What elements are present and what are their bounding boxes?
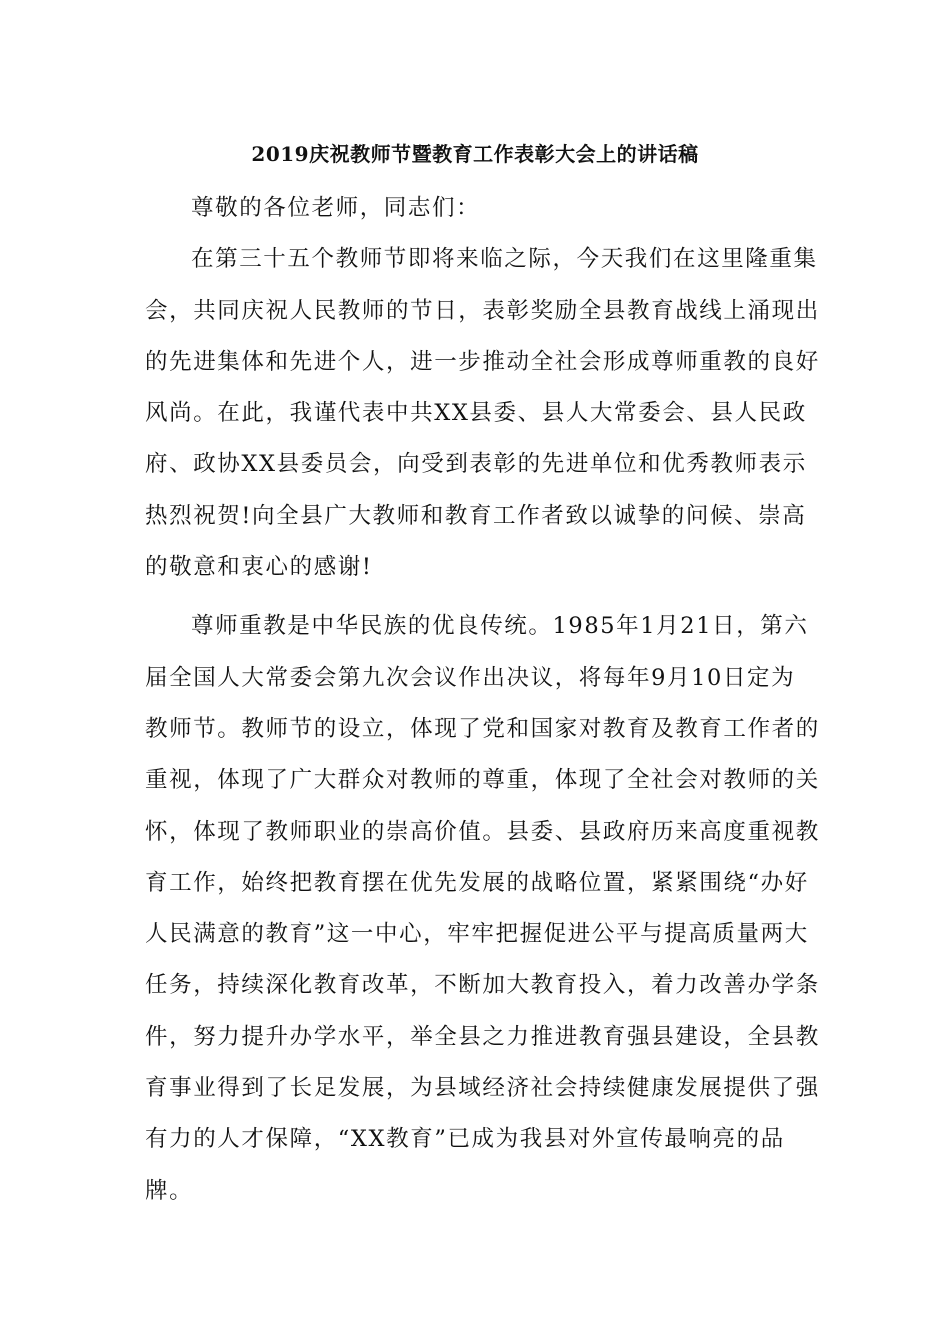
paragraph-line: 牌。: [145, 1177, 194, 1204]
paragraph-line: 风尚。在此，我谨代表中共XX县委、县人大常委会、县人民政: [145, 400, 807, 427]
document-title: 2019庆祝教师节暨教育工作表彰大会上的讲话稿: [251, 142, 699, 166]
paragraph-line: 尊师重教是中华民族的优良传统。1985年1月21日，第六: [191, 613, 809, 640]
paragraph-line: 会，共同庆祝人民教师的节日，表彰奖励全县教育战线上涌现出: [145, 297, 820, 324]
paragraph-line: 育事业得到了长足发展，为县域经济社会持续健康发展提供了强: [145, 1075, 820, 1102]
paragraph-line: 热烈祝贺!向全县广大教师和教育工作者致以诚挚的问候、崇高: [145, 502, 807, 529]
paragraph-1: [145, 234, 820, 593]
paragraph-line: 的敬意和衷心的感谢!: [145, 554, 373, 581]
paragraph-line: 育工作，始终把教育摆在优先发展的战略位置，紧紧围绕“办好: [145, 869, 809, 896]
paragraph-line: 教师节。教师节的设立，体现了党和国家对教育及教育工作者的: [145, 715, 820, 742]
paragraph-line: 在第三十五个教师节即将来临之际，今天我们在这里隆重集: [191, 246, 818, 273]
paragraph-line: 届全国人大常委会第九次会议作出决议，将每年9月10日定为: [145, 664, 796, 691]
paragraph-line: 有力的人才保障，“XX教育”已成为我县对外宣传最响亮的品: [145, 1126, 785, 1153]
document-body: [145, 183, 820, 1217]
paragraph-line: 件，努力提升办学水平，举全县之力推进教育强县建设，全县教: [145, 1023, 820, 1050]
paragraph-line: 的先进集体和先进个人，进一步推动全社会形成尊师重教的良好: [145, 348, 820, 375]
paragraph-2: [145, 601, 820, 1217]
paragraph-line: 任务，持续深化教育改革，不断加大教育投入，着力改善办学条: [145, 972, 820, 999]
salutation: 尊敬的各位老师，同志们：: [191, 195, 481, 221]
paragraph-line: 重视，体现了广大群众对教师的尊重，体现了全社会对教师的关: [145, 767, 820, 794]
paragraph-line: 怀，体现了教师职业的崇高价值。县委、县政府历来高度重视教: [145, 818, 820, 845]
paragraph-line: 人民满意的教育”这一中心，牢牢把握促进公平与提高质量两大: [145, 921, 809, 948]
paragraph-line: 府、政协XX县委员会，向受到表彰的先进单位和优秀教师表示: [145, 451, 807, 478]
